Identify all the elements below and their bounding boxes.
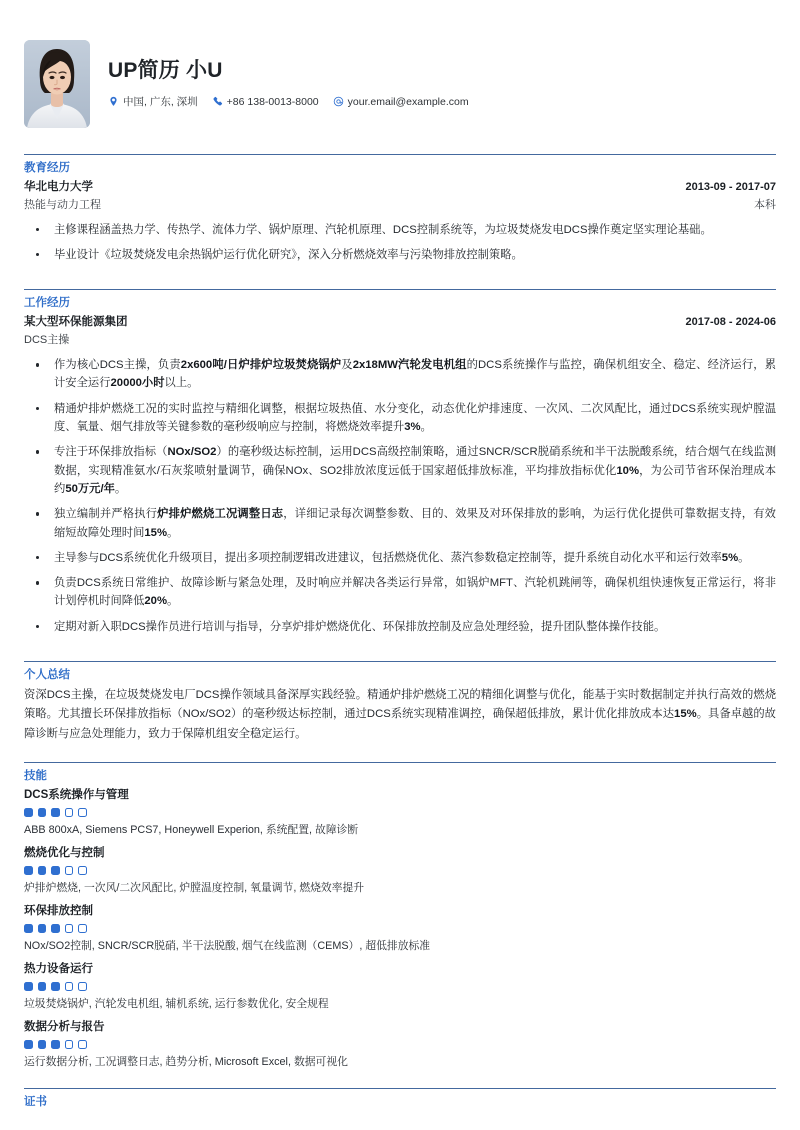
skill-rating-dot	[65, 924, 74, 933]
skill-name: 环保排放控制	[24, 905, 93, 918]
contact-phone	[212, 96, 319, 108]
skill-rating-dot	[65, 982, 74, 991]
section-education	[24, 136, 776, 264]
section-certificates	[24, 1070, 776, 1110]
skills-list	[24, 787, 776, 1070]
summary-text: 资深DCS主操，在垃圾焚烧发电厂DCS操作领域具备深厚实践经验。精通炉排炉燃烧工况的精细化调整与优化，能基于实时数据制定并执行高效的燃烧策略。尤其擅长环保排放指标（NOx/SO2）的毫秒级达标控制，通过DCS系统实现精准调控，确保超低排放，累计优化排放成本达15%。具备卓越的故障诊断与应急处理能力，致力于保障机组安全稳定运行。	[24, 688, 776, 740]
contact-location	[108, 94, 198, 109]
work-entry-subheader	[24, 332, 776, 349]
skill-name: DCS系统操作与管理	[24, 789, 129, 802]
skill-rating	[24, 866, 776, 875]
skill-item	[24, 845, 776, 896]
skill-rating-dot	[78, 866, 87, 875]
section-skills	[24, 744, 776, 1070]
skill-rating-dot	[24, 924, 33, 933]
skill-name: 燃烧优化与控制	[24, 847, 105, 860]
section-title-skills: 技能	[24, 770, 47, 783]
section-divider	[24, 762, 776, 763]
work-role: DCS主操	[24, 334, 70, 347]
education-entry-header	[24, 179, 776, 197]
skill-rating-dot	[78, 924, 87, 933]
skill-rating-dot	[65, 1040, 74, 1049]
contact-phone-text: +86 138-0013-8000	[226, 95, 319, 108]
work-bullets	[24, 356, 776, 636]
work-company: 某大型环保能源集团	[24, 316, 128, 329]
section-divider	[24, 661, 776, 662]
section-divider	[24, 154, 776, 155]
skill-rating-dot	[24, 866, 33, 875]
page-title: UP简历 小U	[108, 58, 223, 82]
skill-rating-dot	[51, 866, 60, 875]
email-at-icon	[333, 96, 344, 107]
skill-rating-dot	[78, 982, 87, 991]
section-title-summary: 个人总结	[24, 669, 70, 682]
list-item: 主导参与DCS系统优化升级项目，提出多项控制逻辑改进建议，包括燃烧优化、蒸汽参数稳定控制等，提升系统自动化水平和运行效率5%。	[24, 549, 776, 567]
education-entry	[24, 179, 776, 264]
avatar	[24, 40, 90, 128]
section-divider	[24, 289, 776, 290]
skill-rating-dot	[38, 924, 47, 933]
education-org: 华北电力大学	[24, 180, 93, 193]
skill-rating	[24, 924, 776, 933]
resume-header	[24, 0, 776, 136]
skill-rating	[24, 1040, 776, 1049]
work-entry	[24, 314, 776, 636]
skill-keywords: NOx/SO2控制, SNCR/SCR脱硝, 半干法脱酸, 烟气在线监测（CEMS）, 超低排放标准	[24, 939, 431, 952]
section-title-work: 工作经历	[24, 297, 70, 310]
skill-name: 热力设备运行	[24, 963, 93, 975]
list-item: 独立编制并严格执行炉排炉燃烧工况调整日志，详细记录每次调整参数、目的、效果及对环保排放的影响，为运行优化提供可靠数据支持，有效缩短故障处理时间15%。	[24, 505, 776, 542]
skill-item	[24, 1019, 776, 1070]
skill-keywords: 炉排炉燃烧, 一次风/二次风配比, 炉膛温度控制, 氧量调节, 燃烧效率提升	[24, 881, 365, 894]
list-item: 负责DCS系统日常维护、故障诊断与紧急处理，及时响应并解决各类运行异常，如锅炉MFT、汽轮机跳闸等，确保机组快速恢复正常运行，将非计划停机时间降低20%。	[24, 574, 776, 611]
list-item: 专注于环保排放指标（NOx/SO2）的毫秒级达标控制，运用DCS高级控制策略，通过SNCR/SCR脱硝系统和半干法脱酸系统，结合烟气在线监测数据，实现精准氨水/石灰浆喷射量调节，确保NOx、SO2排放浓度远低于国家超低排放标准，平均排放指标优化10%，为公司节省环保治理成本约50万元/年。	[24, 443, 776, 498]
skill-rating-dot	[38, 982, 47, 991]
skill-rating-dot	[24, 982, 33, 991]
education-bullets	[24, 221, 776, 265]
education-degree: 本科	[754, 198, 776, 211]
list-item: 作为核心DCS主操，负责2x600吨/日炉排炉垃圾焚烧锅炉及2x18MW汽轮发电机组的DCS系统操作与监控，确保机组安全、稳定、经济运行，累计安全运行20000小时以上。	[24, 356, 776, 393]
skill-keywords: 垃圾焚烧锅炉, 汽轮发电机组, 辅机系统, 运行参数优化, 安全规程	[24, 997, 329, 1010]
skill-rating-dot	[65, 808, 74, 817]
skill-name: 数据分析与报告	[24, 1020, 105, 1033]
section-divider	[24, 1088, 776, 1089]
skill-rating-dot	[24, 1040, 33, 1049]
skill-rating	[24, 808, 776, 817]
education-major: 热能与动力工程	[24, 198, 101, 211]
skill-rating-dot	[51, 924, 60, 933]
list-item: 毕业设计《垃圾焚烧发电余热锅炉运行优化研究》，深入分析燃烧效率与污染物排放控制策略。	[24, 246, 776, 264]
avatar-photo-icon	[24, 40, 90, 128]
phone-icon	[212, 96, 223, 107]
education-date: 2013-09 - 2017-07	[685, 180, 776, 193]
list-item: 主修课程涵盖热力学、传热学、流体力学、锅炉原理、汽轮机原理、DCS控制系统等，为垃圾焚烧发电DCS操作奠定坚实理论基础。	[24, 221, 776, 239]
skill-rating-dot	[51, 982, 60, 991]
skill-rating-dot	[24, 808, 33, 817]
list-item: 定期对新入职DCS操作员进行培训与指导，分享炉排炉燃烧优化、环保排放控制及应急处理经验，提升团队整体操作技能。	[24, 618, 776, 636]
skill-keywords: 运行数据分析, 工况调整日志, 趋势分析, Microsoft Excel, 数据可视化	[24, 1055, 348, 1068]
contact-email	[333, 96, 469, 108]
list-item: 精通炉排炉燃烧工况的实时监控与精细化调整，根据垃圾热值、水分变化，动态优化炉排速度、一次风、二次风配比，通过DCS系统实现炉膛温度、氧量、烟气排放等关键参数的毫秒级响应与控制，将燃烧效率提升3%。	[24, 400, 776, 437]
skill-rating	[24, 982, 776, 991]
contact-row	[108, 94, 776, 109]
skill-rating-dot	[65, 866, 74, 875]
skill-rating-dot	[38, 1040, 47, 1049]
skill-item	[24, 903, 776, 954]
skill-rating-dot	[51, 808, 60, 817]
skill-rating-dot	[51, 1040, 60, 1049]
skill-keywords: ABB 800xA, Siemens PCS7, Honeywell Experion, 系统配置, 故障诊断	[24, 823, 359, 836]
location-pin-icon	[108, 96, 119, 107]
section-summary	[24, 643, 776, 744]
contact-location-text: 中国, 广东, 深圳	[123, 96, 198, 109]
skill-item	[24, 787, 776, 838]
skill-rating-dot	[38, 808, 47, 817]
skill-rating-dot	[78, 808, 87, 817]
section-work	[24, 271, 776, 636]
work-date: 2017-08 - 2024-06	[685, 316, 776, 329]
work-entry-header	[24, 314, 776, 332]
section-title-certificates: 证书	[24, 1095, 47, 1108]
skill-item	[24, 961, 776, 1012]
contact-email-text: your.email@example.com	[347, 95, 469, 108]
education-entry-subheader	[24, 197, 776, 214]
skill-rating-dot	[78, 1040, 87, 1049]
skill-rating-dot	[38, 866, 47, 875]
section-title-education: 教育经历	[24, 162, 70, 174]
